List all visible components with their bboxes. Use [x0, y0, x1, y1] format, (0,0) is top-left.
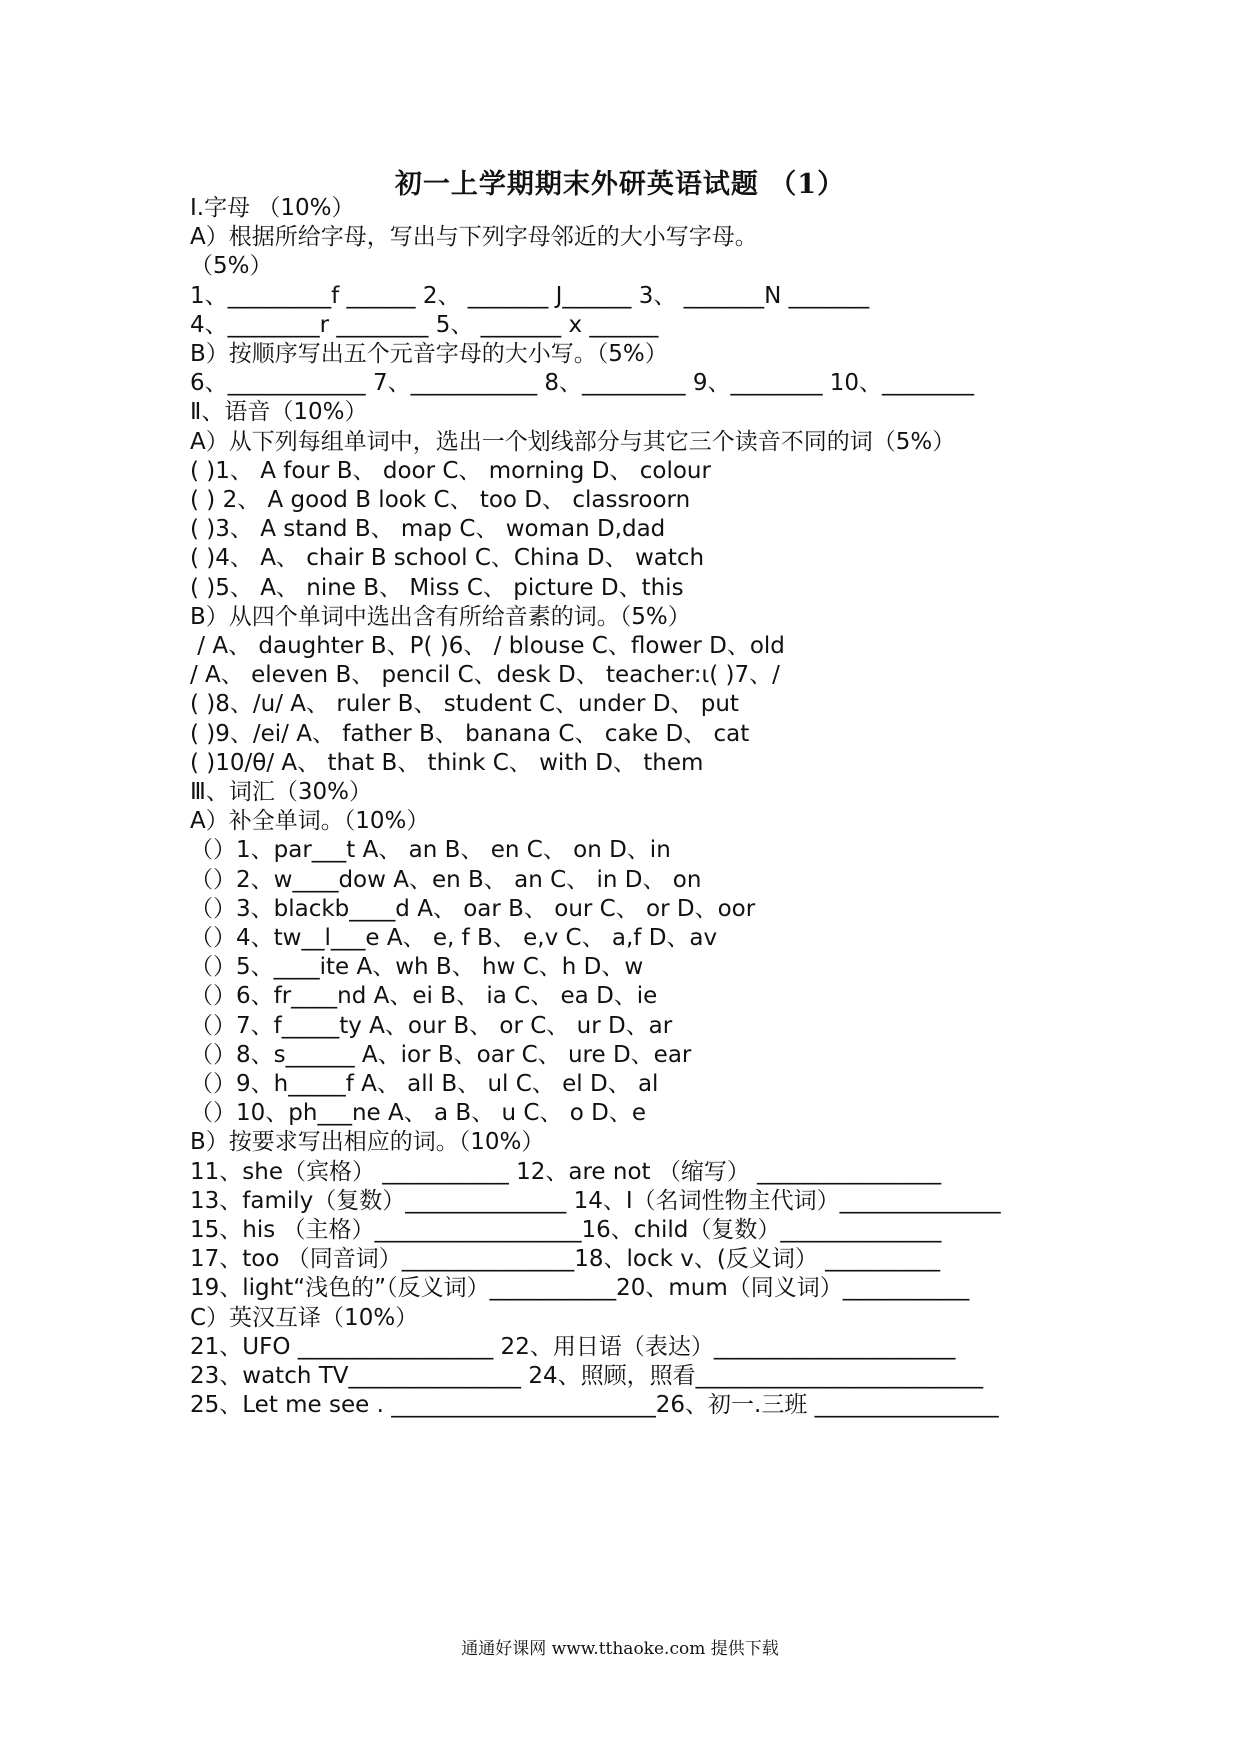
text-line: / A、 daughter B、P( )6、 / blouse C、flower D、old	[190, 633, 785, 659]
text-line: ( )4、 A、 chair B school C、China D、 watch	[190, 545, 705, 572]
text-line: （）7、f_____ty A、our B、 or C、 ur D、ar	[190, 1012, 673, 1039]
text-line: 21、UFO _________________ 22、用日语（表达）_____________________	[190, 1333, 956, 1360]
text-line: B）按顺序写出五个元音字母的大小写。（5%）	[190, 341, 668, 367]
text-line: （）10、ph___ne A、 a B、 u C、 o D、e	[190, 1100, 647, 1127]
text-line: （）8、s______ A、ior B、oar C、 ure D、ear	[190, 1041, 692, 1068]
text-line: ( )10/θ/ A、 that B、 think C、 with D、 them	[190, 749, 704, 776]
text-line: （）9、h_____f A、 all B、 ul C、 el D、 al	[190, 1071, 659, 1097]
text-line: Ⅱ、语音（10%）	[190, 399, 368, 426]
text-line: （）5、____ite A、wh B、 hw C、h D、w	[190, 954, 644, 981]
text-line: I.字母 （10%）	[190, 195, 355, 221]
text-line: （）4、tw__l___e A、 e, f B、 e,v C、 a,f D、av	[190, 925, 718, 951]
text-line: ( )5、 A、 nine B、 Miss C、 picture D、this	[190, 574, 684, 601]
text-line: 1、_________f ______ 2、 _______ J______ 3、 _______N _______	[190, 282, 870, 309]
text-line: 11、she（宾格） ___________ 12、are not （缩写） ________________	[190, 1158, 942, 1185]
text-line: / A、 eleven B、 pencil C、desk D、 teacher:ι( )7、/	[190, 662, 780, 689]
text-line: ( )1、 A four B、 door C、 morning D、 colour	[190, 457, 711, 484]
page-title: 初一上学期期末外研英语试题 （1）	[394, 169, 846, 200]
text-line: ( )3、 A stand B、 map C、 woman D,dad	[190, 516, 666, 543]
text-line: 19、light“浅色的”（反义词）___________20、mum（同义词）___________	[190, 1275, 970, 1302]
text-line: 15、his （主格）__________________16、child（复数）______________	[190, 1217, 942, 1243]
text-line: （）3、blackb____d A、 oar B、 our C、 or D、oor	[190, 895, 756, 922]
text-line: ( )8、/u/ A、 ruler B、 student C、under D、 put	[190, 691, 739, 718]
text-line: （）6、fr____nd A、ei B、 ia C、 ea D、ie	[190, 983, 658, 1010]
text-line: A）补全单词。（10%）	[190, 808, 430, 835]
text-line: C）英汉互译（10%）	[190, 1304, 419, 1331]
text-line: B）从四个单词中选出含有所给音素的词。（5%）	[190, 603, 691, 630]
text-line: ( ) 2、 A good B look C、 too D、 classroorn	[190, 487, 691, 513]
text-line: 23、watch TV_______________ 24、照顾，照看_________________________	[190, 1363, 984, 1389]
text-line: （）1、par___t A、 an B、 en C、 on D、in	[190, 837, 671, 864]
text-line: 13、family（复数）______________ 14、I（名词性物主代词）______________	[190, 1187, 1001, 1214]
text-line: （5%）	[190, 253, 273, 280]
text-line: 25、Let me see . _______________________26、初一.三班 ________________	[190, 1392, 999, 1419]
text-line: A）从下列每组单词中，选出一个划线部分与其它三个读音不同的词（5%）	[190, 428, 956, 455]
text-line: B）按要求写出相应的词。（10%）	[190, 1129, 545, 1156]
text-line: 17、too （同音词）_______________18、lock v、(反义词） __________	[190, 1246, 941, 1273]
text-line: ( )9、/ei/ A、 father B、 banana C、 cake D、 cat	[190, 720, 750, 747]
text-line: 4、________r ________ 5、 _______ x ______	[190, 311, 659, 338]
text-line: 6、____________ 7、___________ 8、_________ 9、________ 10、________	[190, 370, 975, 397]
footer-text: 通通好课网 www.tthaoke.com 提供下载	[461, 1639, 779, 1659]
text-line: A）根据所给字母，写出与下列字母邻近的大小写字母。	[190, 224, 758, 251]
text-line: Ⅲ、词汇（30%）	[190, 779, 372, 805]
text-line: （）2、w____dow A、en B、 an C、 in D、 on	[190, 866, 702, 893]
